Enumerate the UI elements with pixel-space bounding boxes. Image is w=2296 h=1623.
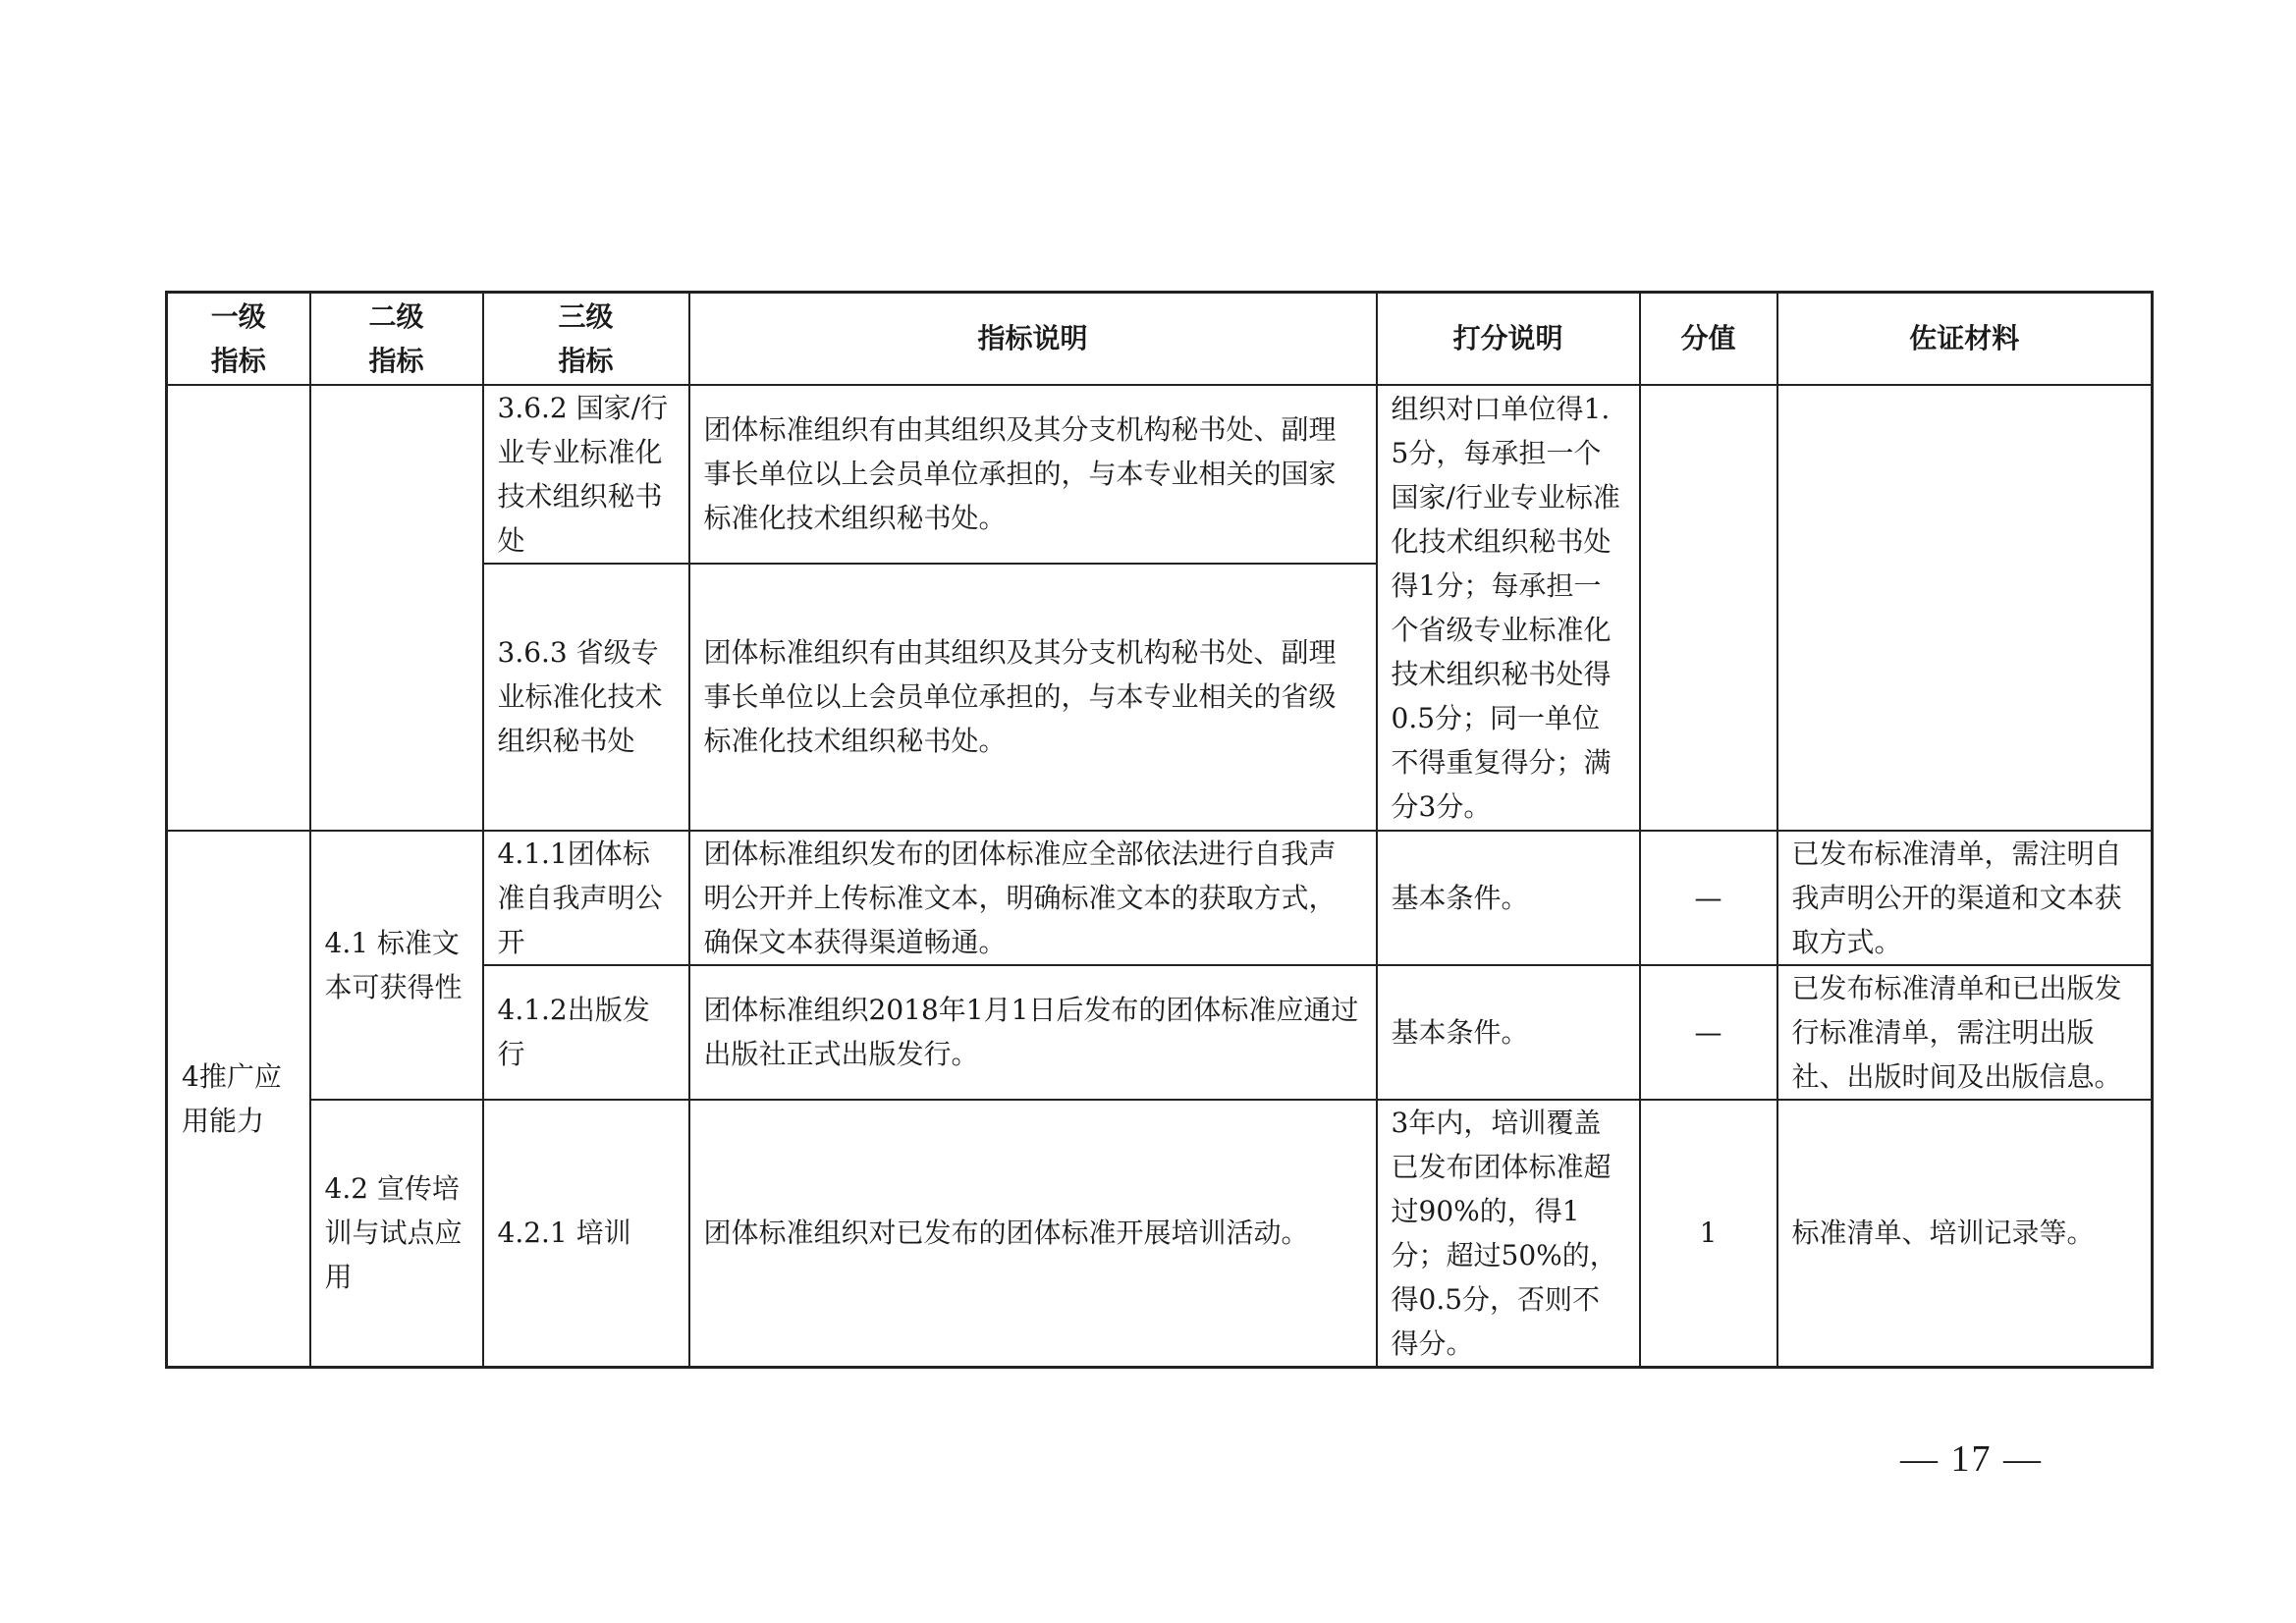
score-cell: 1	[1640, 1100, 1777, 1368]
header-level2: 二级 指标	[310, 293, 483, 385]
level2-cell-empty	[310, 385, 483, 831]
level1-cell-empty	[167, 385, 310, 831]
level3-cell: 3.6.2 国家/行业专业标准化技术组织秘书处	[483, 385, 689, 564]
scoring-cell: 基本条件。	[1377, 831, 1640, 965]
level2-cell: 4.2 宣传培训与试点应用	[310, 1100, 483, 1368]
header-score: 分值	[1640, 293, 1777, 385]
page-number: — 17 —	[1900, 1438, 2043, 1480]
description-cell: 团体标准组织发布的团体标准应全部依法进行自我声明公开并上传标准文本，明确标准文本的获取方式，确保文本获得渠道畅通。	[689, 831, 1377, 965]
level3-cell: 4.2.1 培训	[483, 1100, 689, 1368]
scoring-cell: 3年内，培训覆盖已发布团体标准超过90%的，得1分；超过50%的，得0.5分，否则不得分。	[1377, 1100, 1640, 1368]
evidence-cell: 已发布标准清单，需注明自我声明公开的渠道和文本获取方式。	[1777, 831, 2153, 965]
header-description: 指标说明	[689, 293, 1377, 385]
evidence-cell-empty	[1777, 385, 2153, 831]
level3-cell: 4.1.1团体标准自我声明公开	[483, 831, 689, 965]
description-cell: 团体标准组织有由其组织及其分支机构秘书处、副理事长单位以上会员单位承担的，与本专业相关的国家标准化技术组织秘书处。	[689, 385, 1377, 564]
header-evidence: 佐证材料	[1777, 293, 2153, 385]
evaluation-table	[165, 291, 2154, 1369]
level3-cell: 3.6.3 省级专业标准化技术组织秘书处	[483, 564, 689, 831]
scoring-cell: 基本条件。	[1377, 965, 1640, 1100]
description-cell: 团体标准组织2018年1月1日后发布的团体标准应通过出版社正式出版发行。	[689, 965, 1377, 1100]
header-scoring: 打分说明	[1377, 293, 1640, 385]
scoring-cell: 组织对口单位得1.5分，每承担一个国家/行业专业标准化技术组织秘书处得1分；每承担一个省级专业标准化技术组织秘书处得0.5分；同一单位不得重复得分；满分3分。	[1377, 385, 1640, 831]
level1-cell: 4推广应用能力	[167, 831, 310, 1368]
description-cell: 团体标准组织对已发布的团体标准开展培训活动。	[689, 1100, 1377, 1368]
table-row	[167, 1100, 2153, 1368]
score-cell: —	[1640, 965, 1777, 1100]
header-row	[167, 293, 2153, 385]
description-cell: 团体标准组织有由其组织及其分支机构秘书处、副理事长单位以上会员单位承担的，与本专业相关的省级标准化技术组织秘书处。	[689, 564, 1377, 831]
header-level1: 一级 指标	[167, 293, 310, 385]
level3-cell: 4.1.2出版发行	[483, 965, 689, 1100]
level2-cell: 4.1 标准文本可获得性	[310, 831, 483, 1100]
table-row	[167, 831, 2153, 965]
score-cell: —	[1640, 831, 1777, 965]
evidence-cell: 已发布标准清单和已出版发行标准清单，需注明出版社、出版时间及出版信息。	[1777, 965, 2153, 1100]
score-cell-empty	[1640, 385, 1777, 831]
header-level3: 三级 指标	[483, 293, 689, 385]
table-row	[167, 385, 2153, 564]
evidence-cell: 标准清单、培训记录等。	[1777, 1100, 2153, 1368]
